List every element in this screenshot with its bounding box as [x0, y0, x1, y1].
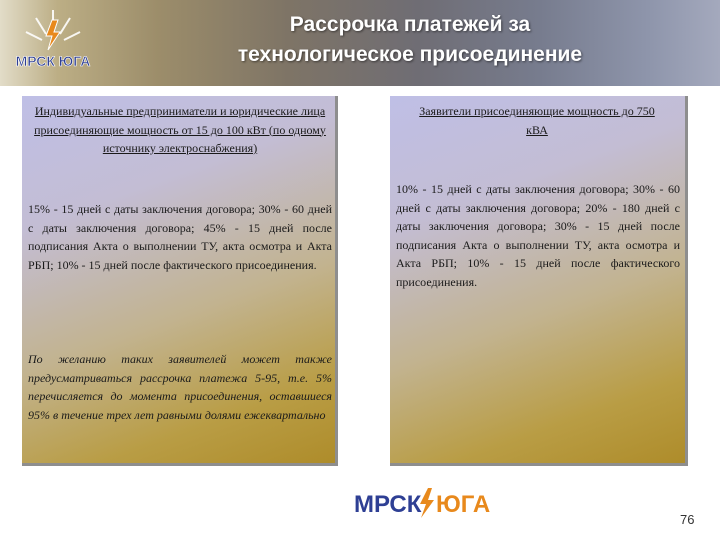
- left-panel-note: По желанию таких заявителей может также предусматриваться рассрочка платежа 5-95, т.е. 5% перечисляется до момента присоединения, оставшиеся 95% в течение трех лет равными долями ежеквартально: [28, 352, 332, 422]
- right-panel-schedule: 10% - 15 дней с даты заключения договора; 30% - 60 дней с даты заключения договора; 20% - 180 дней с даты заключения договора; 30% - 15 дней после подписания Акта о выполнении ТУ, акта осмотра и Акта РБП; 10% - 15 дней после фактического присоединения.: [396, 182, 680, 289]
- footer-logo-left-text: МРСК: [354, 491, 422, 518]
- title-line-2: технологическое присоединение: [237, 43, 583, 66]
- header-bar: [0, 0, 720, 86]
- right-panel-heading: Заявители присоединяющие мощность до 750 кВА: [419, 104, 655, 137]
- right-panel: [390, 96, 688, 466]
- mrsk-yuga-logo-icon: [6, 6, 100, 78]
- lightning-icon: [420, 488, 434, 518]
- page-title: [190, 10, 630, 70]
- left-panel: [22, 96, 338, 466]
- logo-top-text: МРСК ЮГА: [15, 53, 91, 69]
- left-panel-heading: Индивидуальные предприниматели и юридические лица присоединяющие мощность от 15 до 100 кВт (по одному источнику электроснабжения): [34, 104, 326, 155]
- title-line-1: Рассрочка платежей за: [289, 13, 531, 36]
- page-number: 76: [680, 512, 695, 527]
- footer-logo-right-text: ЮГА: [436, 491, 491, 518]
- mrsk-yuga-footer-logo: [352, 484, 512, 522]
- left-panel-schedule: 15% - 15 дней с даты заключения договора; 30% - 60 дней с даты заключения договора; 45% - 15 дней после подписания Акта о выполнении ТУ, акта осмотра и Акта РБП; 10% - 15 дней после фактического присоединения.: [28, 202, 332, 272]
